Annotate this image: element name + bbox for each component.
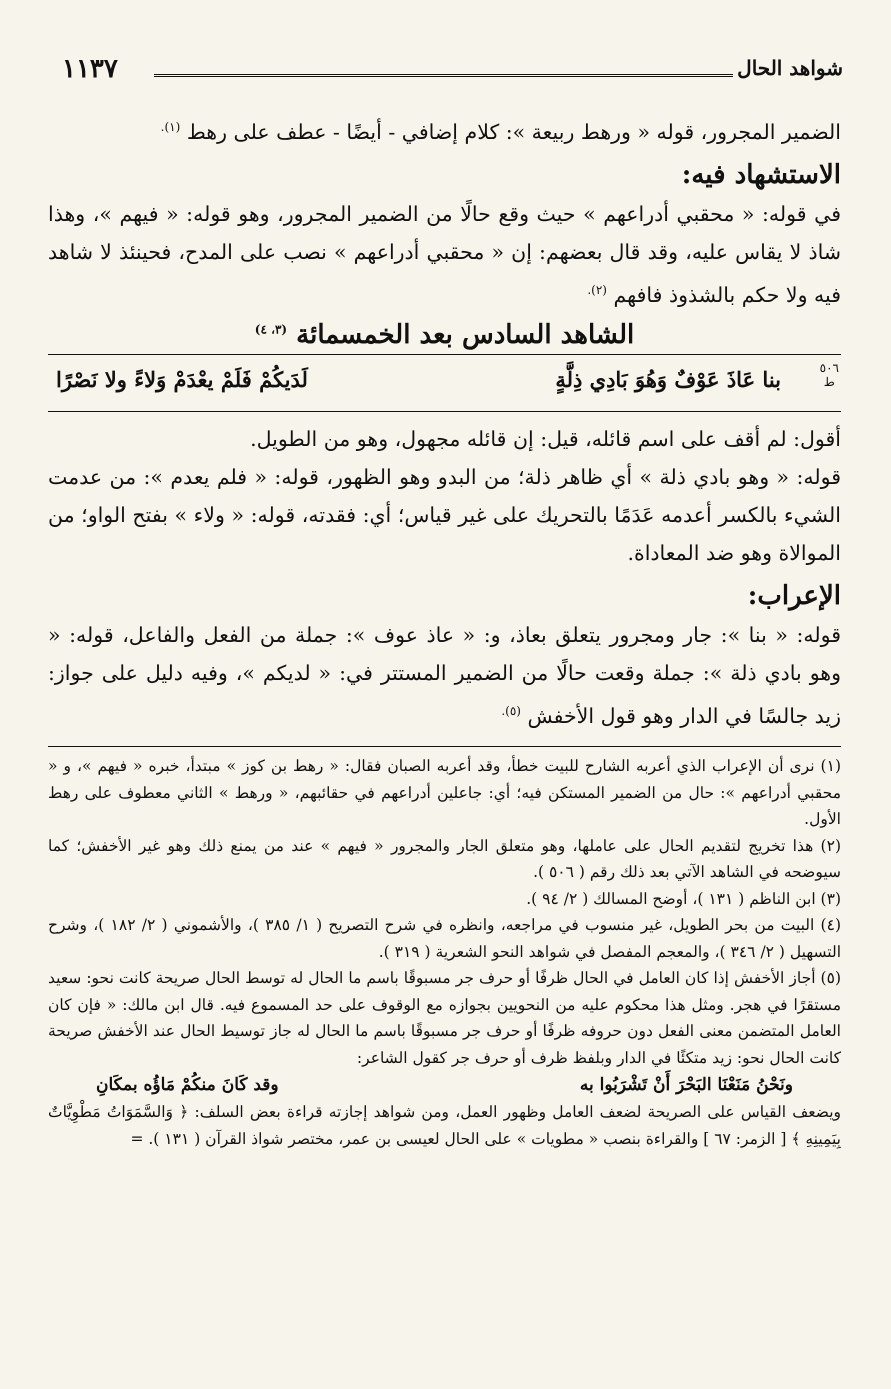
aqul-paragraph: أقول: لم أقف على اسم قائله، قيل: إن قائله مجهول، وهو من الطويل. xyxy=(250,426,841,451)
meter-mark: ط xyxy=(823,374,835,389)
footnote-3: (٣) ابن الناظم ( ١٣١ )، أوضح المسالك ( ٢/ ٩٤ ). xyxy=(526,889,841,908)
shahid-title-text: الشاهد السادس بعد الخمسمائة xyxy=(296,319,635,350)
irab-text: قوله: « بنا »: جار ومجرور يتعلق بعاذ، و: « عاذ عوف »: جملة من الفعل والفاعل، قوله: « وهو بادي ذلة »: جملة وقعت حالًا من الضمير المستتر في: « لديكم »، وفيه دليل على جواز: زيد جالسًا في الدار وهو قول الأخفش xyxy=(48,622,841,728)
footnotes xyxy=(48,753,841,1152)
page-header xyxy=(62,52,843,92)
poem-hemistich-1: ونَحْنُ مَنَعْنَا البَحْرَ أَنْ تَشْرَبُوا به xyxy=(579,1075,793,1096)
footnote-ref-2: (٢). xyxy=(587,282,607,297)
intro-text: الضمير المجرور، قوله « ورهط ربيعة »: كلام إضافي - أيضًا - عطف على رهط xyxy=(186,119,841,144)
irab-heading: الإعراب: xyxy=(747,580,841,611)
footnote-ref-1: (١). xyxy=(160,120,181,134)
istishhad-heading: الاستشهاد فيه: xyxy=(681,159,841,190)
footnote-ref-5: (٥). xyxy=(501,703,521,718)
page-number: ١١٣٧ xyxy=(62,54,118,84)
page-body xyxy=(48,108,841,1152)
footnote-1: (١) نرى أن الإعراب الذي أعربه الشارح للبيت خطأ، وقد أعربه الصبان فقال: « رهط بن كوز » مبتدأ، خبره « فيهم »، و « محقبي أدراعهم »: حال من الضمير المستكن فيه؛ أي: جاعلين أدراعهم في حقائبهم، « ورهط » الثاني معطوف على رهط الأول. xyxy=(48,757,841,829)
header-rule xyxy=(154,74,733,77)
verse-hemistich-2: لَدَيكُمْ فَلَمْ يعْدَمْ وَلاءً ولا نَصْرًا xyxy=(56,366,308,392)
running-title: شواهد الحال xyxy=(737,56,843,80)
shahid-title-refs: (٣، ٤) xyxy=(254,322,288,336)
verse-number-block xyxy=(820,361,839,389)
footnote-5-continued: ويضعف القياس على الصريحة لضعف العامل وظهور العمل، ومن شواهد إجازته قراءة بعض السلف: ﴿ وَالسَّمَوَاتُ مَطْوِيَّاتٌ بِيَمِينِهِ ﴾ [ الزمر: ٦٧ ] والقراءة بنصب « مطويات » على الحال لعيسى بن عمر، مختصر شواذ القرآن ( ١٣١ ). = xyxy=(48,1103,841,1148)
istishhad-text: في قوله: « محقبي أدراعهم » حيث وقع حالًا من الضمير المجرور، وهو قوله: « فيهم »، وهذا شاذ لا يقاس عليه، وقد قال بعضهم: إن « محقبي أدراعهم » نصب على المدح، فحينئذ لا شاهد فيه ولا حكم بالشذوذ فافهم xyxy=(48,201,841,307)
explanation-paragraph: قوله: « وهو بادي ذلة » أي ظاهر ذلة؛ من البدو وهو الظهور، قوله: « فلم يعدم »: من عدمت الشيء بالكسر أعدمه عَدَمًا بالتحريك على غير قياس؛ أي: فقدته، قوله: « ولاء » بفتح الواو؛ من الموالاة وهو ضد المعاداة. xyxy=(48,464,841,565)
irab-paragraph xyxy=(48,616,841,735)
poem-hemistich-2: وقد كَانَ منكُمْ مَاؤُه بمكَانِ xyxy=(96,1075,279,1096)
verse-box xyxy=(48,354,841,412)
footnotes-rule xyxy=(48,746,841,747)
verse-hemistich-1: بنا عَاذَ عَوْفٌ وَهُوَ بَادِي ذِلَّةٍ xyxy=(555,366,781,392)
intro-paragraph xyxy=(48,108,841,151)
verse-number: ٥٠٦ xyxy=(819,360,839,375)
footnote-4: (٤) البيت من بحر الطويل، غير منسوب في مراجعه، وانظره في شرح التصريح ( ١/ ٣٨٥ )، والأشموني ( ٢/ ١٨٢ )، وشرح التسهيل ( ٢/ ٣٤٦ )، والمعجم المفصل في شواهد النحو الشعرية ( ٣١٩ ). xyxy=(48,916,841,961)
istishhad-paragraph xyxy=(48,195,841,314)
footnote-5: (٥) أجاز الأخفش إذا كان العامل في الحال ظرفًا أو حرف جر مسبوقًا باسم ما الحال له توسط الحال صريحة كانت نحو: سعيد مستقرًا في هجر. ومثل هذا محكوم عليه من النحويين بجوازه مع الوقوف على حد المسموع فيه. قال ابن مالك: « فإن كان العامل المتضمن معنى الفعل دون حروفه ظرفًا أو حرف جر مسبوقًا باسم ما الحال له جاز توسيط الحال عند الأخفش صريحة كانت الحال نحو: زيد متكئًا في الدار وبلفظ ظرف أو حرف جر كقول الشاعر: xyxy=(48,969,841,1067)
footnote-2: (٢) هذا تخريج لتقديم الحال على عاملها، وهو متعلق الجار والمجرور « فيهم » عند من يمنع ذلك وهو غير الأخفش؛ كما سيوضحه في الشاهد الآتي بعد ذلك رقم ( ٥٠٦ ). xyxy=(48,836,841,882)
footnote-poem xyxy=(48,1071,841,1099)
shahid-title xyxy=(48,320,841,350)
